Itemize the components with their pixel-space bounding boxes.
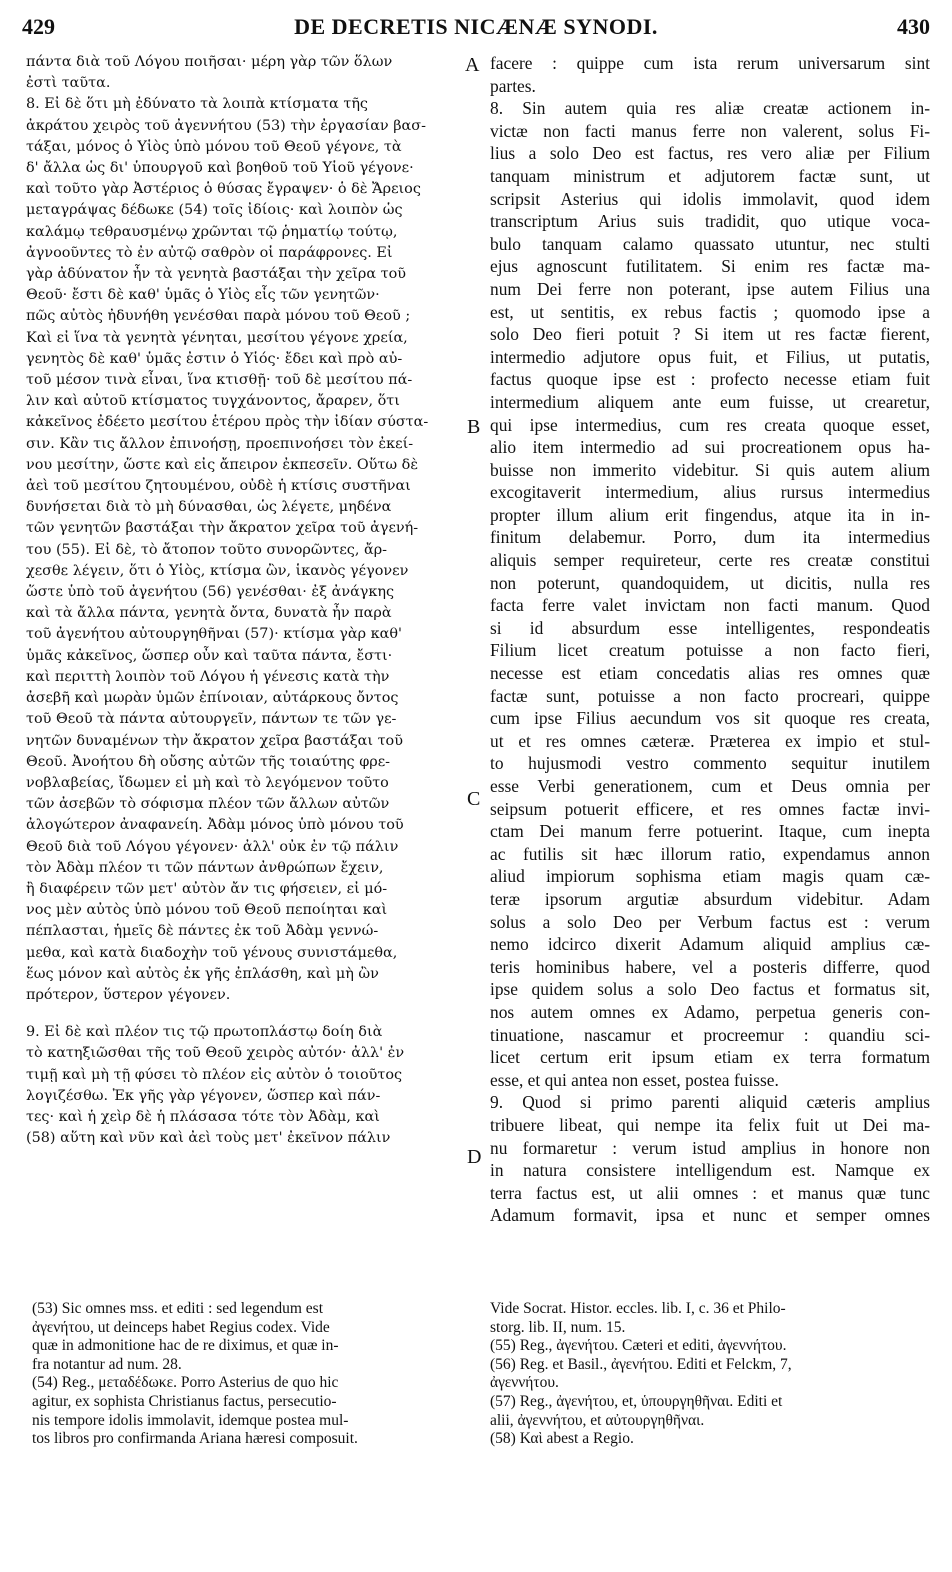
greek-text-line: 8. Εἰ δὲ ὅτι μὴ ἐδύνατο τὰ λοιπὰ κτίσματα τῆς bbox=[26, 96, 368, 113]
footnotes-left bbox=[32, 1300, 462, 1449]
footnote-line: nis tempore idolis immolavit, idemque postea mul- bbox=[32, 1411, 349, 1429]
greek-text-line: γὰρ ἀδύνατον ἦν τὰ γενητὰ βαστάξαι τὴν χεῖρα τοῦ bbox=[26, 266, 407, 283]
greek-text-line: καὶ τοῦτο γὰρ Ἀστέριος ὁ θύσας ἔγραψεν· ὁ δὲ Ἄρειος bbox=[26, 181, 421, 198]
latin-text-line: tanquam ministrum et adjutorem factæ sunt, ut bbox=[490, 165, 930, 186]
latin-text-line: facta ferre valet invictam non facti manum. Quod bbox=[490, 595, 930, 616]
latin-text-line: teræ ipsorum argutiæ absurdum videbitur. Adam bbox=[490, 888, 930, 909]
margin-marker-b: B bbox=[467, 416, 481, 438]
greek-text-line: ἀσεβῆ καὶ μωρὰν ὑμῶν ἐπίνοιαν, αὐτάρκους ὄντος bbox=[26, 690, 399, 707]
greek-text-line: τάξαι, μόνος ὁ Υἱὸς ὑπὸ μόνου τοῦ Θεοῦ γέγονε, τὰ bbox=[26, 138, 402, 155]
greek-text-line: Καὶ εἰ ἵνα τὰ γενητὰ γένηται, μεσίτου γέγονε χρεία, bbox=[26, 329, 408, 346]
page-title: DE DECRETIS NICÆNÆ SYNODI. bbox=[294, 14, 658, 39]
margin-marker-d: D bbox=[467, 1146, 482, 1168]
greek-text-line: κἀκεῖνος ἐδέετο μεσίτου ἑτέρου πρὸς τὴν ἰδίαν σύστα- bbox=[26, 414, 429, 431]
latin-text-line: scripsit Asterius qui idolis immolavit, quod idem bbox=[490, 188, 930, 209]
greek-text-line: πῶς αὐτὸς ἠδυνήθη γενέσθαι παρὰ μόνου τοῦ Θεοῦ ; bbox=[26, 308, 411, 325]
greek-text-line: ὑμᾶς κἀκεῖνος, ὥσπερ οὖν καὶ ταῦτα πάντα, ἔστι· bbox=[26, 647, 393, 664]
greek-text-line: νητῶν δυναμένων τὴν ἄκρατον χεῖρα βαστάξαι τοῦ bbox=[26, 732, 403, 749]
page-number-left: 429 bbox=[22, 14, 55, 39]
footnote-line: storg. lib. II, num. 15. bbox=[490, 1318, 626, 1336]
latin-text-line: 9. Quod si primo parenti aliquid cæteris amplius bbox=[490, 1092, 930, 1113]
greek-column bbox=[26, 52, 458, 1149]
latin-text-line: ejus agnoscunt futilitatem. Si enim res factæ ma- bbox=[490, 256, 930, 277]
latin-text-line: cum ipse Filius aecundum vos sit quoque res creata, bbox=[490, 708, 930, 729]
greek-text-line: νοβλαβείας, ἴδωμεν εἰ μὴ καὶ τὸ λεγόμενον τοῦτο bbox=[26, 774, 389, 791]
greek-text-line: δ' ἄλλα ὡς δι' ὑπουργοῦ καὶ βοηθοῦ τοῦ Υἱοῦ γέγονε· bbox=[26, 160, 414, 177]
running-header bbox=[22, 14, 930, 44]
greek-text-line: σιν. Κἂν τις ἄλλον ἐπινοήσῃ, προεπινοήσει τὸν ἐκεί- bbox=[26, 435, 414, 452]
greek-text-line: τὸ κατηξιῶσθαι τῆς τοῦ Θεοῦ χειρὸς αὐτόν· ἀλλ' ἐν bbox=[26, 1045, 405, 1062]
latin-text-line: lius a solo Deo est factus, res vero aliæ per Filium bbox=[490, 143, 930, 164]
footnote-line: fra notantur ad num. 28. bbox=[32, 1355, 182, 1373]
latin-text-line: 8. Sin autem quia res aliæ creatæ actionem in- bbox=[490, 98, 930, 119]
latin-text-line: aliud impiorum sophisma etiam magis quam cæ- bbox=[490, 866, 930, 887]
latin-text-line: solo Deo fieri potuit ? Si item ut res factæ fierent, bbox=[490, 324, 930, 345]
latin-text-line: bulo tanquam calamo quassato utuntur, nec stulti bbox=[490, 233, 930, 254]
greek-text-line: τιμῇ καὶ μὴ τῇ φύσει τὸ πλέον εἰς αὐτὸν ὁ τοιοῦτος bbox=[26, 1066, 403, 1083]
greek-text-line: νου μεσίτην, ὥστε καὶ εἰς ἄπειρον ἐκπεσεῖν. Οὕτω δὲ bbox=[26, 456, 419, 473]
greek-text-line: μεθα, καὶ κατὰ διαδοχὴν τοῦ γένους συνιστάμεθα, bbox=[26, 944, 398, 961]
latin-text-line: factus quoque ipse est : profecto necesse etiam fuit bbox=[490, 369, 930, 390]
greek-text-line: πάντα διὰ τοῦ Λόγου ποιῆσαι· μέρη γὰρ τῶν ὅλων bbox=[26, 54, 393, 70]
latin-text-line: Adamum formavit, ipsa et nunc et semper omnes bbox=[490, 1205, 930, 1226]
margin-marker-c: C bbox=[467, 788, 481, 810]
greek-text-line: ἢ διαφέρειν τῶν μετ' αὐτὸν ἄν τις φήσειεν, εἰ μό- bbox=[26, 880, 388, 897]
greek-text-line: 9. Εἰ δὲ καὶ πλέον τις τῷ πρωτοπλάστῳ δοίη διὰ bbox=[26, 1024, 383, 1041]
greek-text-line: Θεοῦ· ἔστι δὲ καθ' ὑμᾶς ὁ Υἱὸς εἷς τῶν γενητῶν· bbox=[26, 287, 380, 304]
greek-text-line: τες· καὶ ἡ χεὶρ δὲ ἡ πλάσασα τότε τὸν Ἀδὰμ, καὶ bbox=[26, 1108, 380, 1125]
latin-text-line: tinuatione, nascamur et procreemur : quandiu sci- bbox=[490, 1024, 930, 1045]
greek-text-line: καλάμῳ τεθραυσμένῳ χρῶνται τῷ ῥηματίῳ τούτῳ, bbox=[26, 223, 398, 240]
footnote-line: quæ in admonitione hac de re diximus, et quæ in- bbox=[32, 1337, 339, 1355]
latin-text-line: transcriptum Arius suis tradidit, quo utique voca- bbox=[490, 211, 930, 232]
latin-text-line: terra factus est, ut alii omnes : et manus quæ tunc bbox=[490, 1182, 930, 1203]
latin-text-line: excogitaverit intermedium, alius rursus intermedius bbox=[490, 482, 930, 503]
latin-text-line: necesse est etiam concedatis alias res omnes quæ bbox=[490, 663, 930, 684]
footnote-line: (54) Reg., μεταδέδωκε. Porro Asterius de quo hic bbox=[32, 1374, 339, 1392]
latin-text-line: ipse quidem solus a solo Deo factus et formatus sit, bbox=[490, 979, 930, 1000]
latin-text-line: nos autem omnes ex Adamo, perpetua generis con- bbox=[490, 1001, 930, 1022]
latin-text-line: in natura consistere intelligendum est. Namque ex bbox=[490, 1160, 930, 1181]
latin-text-line: facere : quippe cum ista rerum universarum sint bbox=[490, 53, 930, 73]
greek-text-line: τοῦ ἀγενήτου αὐτουργηθῆναι (57)· κτίσμα γὰρ καθ' bbox=[26, 626, 402, 643]
latin-text-line: finitum delabemur. Porro, dum ita intermedius bbox=[490, 527, 930, 548]
footnote-line: alii, ἀγεννήτου, et αὐτουργηθῆναι. bbox=[490, 1411, 705, 1429]
latin-text-line: licet certum erit ipsum etiam ex terra formatum bbox=[490, 1047, 930, 1068]
latin-text-line: qui ipse intermedius, cum res creata quoque esset, bbox=[490, 414, 930, 435]
greek-text-line: μεταγράψας δέδωκε (54) τοῖς ἰδίοις· καὶ λοιπὸν ὡς bbox=[26, 202, 403, 219]
greek-text-line: ἀλογώτερον ἀναφανείη. Ἀδὰμ μόνος ὑπὸ μόνου τοῦ bbox=[26, 817, 404, 834]
latin-text-line: alio item intermedio ad sui procreationem opus ha- bbox=[490, 437, 930, 458]
footnote-line: (55) Reg., ἀγενήτου. Cæteri et editi, ἀγεννήτου. bbox=[490, 1337, 787, 1355]
latin-text-line: nemo idcirco dixerit Adamum aliquid amplius cæ- bbox=[490, 934, 930, 955]
footnote-line: (56) Reg. et Basil., ἀγενήτου. Editi et Felckm, 7, bbox=[490, 1355, 792, 1373]
footnotes-right bbox=[490, 1300, 930, 1449]
latin-text-line: ctam Dei manum ferre potuerint. Itaque, cum inepta bbox=[490, 821, 930, 842]
footnote-line: agitur, ex sophista Christianus factus, persecutio- bbox=[32, 1392, 337, 1410]
latin-text-line: victæ non facti manus ferre non valerent, solus Fi- bbox=[490, 120, 930, 141]
greek-text-line: τοῦ Θεοῦ τὰ πάντα αὐτουργεῖν, πάντων τε τῶν γε- bbox=[26, 711, 397, 728]
margin-marker-a: A bbox=[465, 54, 480, 76]
footnote-line: Vide Socrat. Histor. eccles. lib. I, c. 36 et Philo- bbox=[490, 1300, 786, 1317]
latin-text-line: ac futilis sit hæc illorum ratio, expendamus annon bbox=[490, 843, 930, 864]
greek-text-line: ἀκράτου χειρὸς τοῦ ἀγεννήτου (53) τὴν ἐργασίαν βασ- bbox=[26, 117, 426, 134]
footnote-line: (57) Reg., ἀγενήτου, et, ὑπουργηθῆναι. Editi et bbox=[490, 1392, 783, 1410]
latin-text-line: seipsum potuerit efficere, et res omnes factæ invi- bbox=[490, 798, 930, 819]
greek-text-line: ἕως μόνον καὶ αὐτὸς ἐκ γῆς ἐπλάσθη, καὶ μὴ ὢν bbox=[26, 965, 379, 982]
latin-column bbox=[490, 52, 930, 1227]
latin-text-line: intermedium aliquem ante eum fuisse, ut crearetur, bbox=[490, 391, 930, 412]
greek-text-line: καὶ περιττὴ λοιπὸν τοῦ Λόγου ἡ γένεσις κατὰ τὴν bbox=[26, 668, 390, 685]
latin-text-line: propter illum alium erit fingendus, atque ita in in- bbox=[490, 504, 930, 525]
greek-text-line: λιν καὶ αὐτοῦ κτίσματος τυγχάνοντος, ἄραρεν, ὅτι bbox=[26, 393, 400, 410]
latin-text-line: aliquis semper requireteur, certe res creatæ constitui bbox=[490, 550, 930, 571]
footnote-line: (53) Sic omnes mss. et editi : sed legendum est bbox=[32, 1300, 324, 1317]
greek-text-line: πέπλασται, ἡμεῖς δὲ πάντες ἐκ τοῦ Ἀδὰμ γεννώ- bbox=[26, 923, 379, 940]
latin-text-line: Filium licet creatum potuisse a non facto fieri, bbox=[490, 640, 930, 661]
greek-text-line: Θεοῦ διὰ τοῦ Λόγου γέγονεν· ἀλλ' οὐκ ἐν τῷ πάλιν bbox=[26, 838, 399, 855]
latin-text-line: nu formaretur : verum istud amplius in honore non bbox=[490, 1137, 930, 1158]
greek-text-line: καὶ τὰ ἄλλα πάντα, γενητὰ ὄντα, δυνατὰ ἦν παρὰ bbox=[26, 605, 392, 622]
latin-text-line: buisse non immerito videbitur. Si quis autem alium bbox=[490, 459, 930, 480]
greek-text-line: ὥστε ὑπὸ τοῦ ἀγενήτου (56) γενέσθαι· ἐξ ἀνάγκης bbox=[26, 584, 395, 601]
greek-text-line: γενητὸς δὲ καθ' ὑμᾶς ἐστιν ὁ Υἱός· ἔδει καὶ πρὸ αὐ- bbox=[26, 350, 403, 367]
latin-text-line: ut et res omnes cæteræ. Præterea ex impio et stul- bbox=[490, 730, 930, 751]
greek-text-line: του (55). Εἰ δὲ, τὸ ἄτοπον τοῦτο συνορῶντες, ἄρ- bbox=[26, 541, 388, 558]
greek-text-line: Θεοῦ. Ἀνοήτου δὴ οὔσης αὐτῶν τῆς τοιαύτης φρε- bbox=[26, 753, 391, 770]
footnote-line: ἀγεννήτου. bbox=[490, 1374, 559, 1392]
greek-text-line: πρότερον, ὕστερον γέγονεν. bbox=[26, 986, 231, 1003]
latin-text-line: to hujusmodi vestro commento sequitur inutilem bbox=[490, 753, 930, 774]
footnote-line: tos libros pro confirmanda Ariana hæresi composuit. bbox=[32, 1430, 358, 1448]
greek-text-line: τῶν ἀσεβῶν τὸ σόφισμα πλέον τῶν ἄλλων αὐτῶν bbox=[26, 796, 390, 813]
footnote-line: (58) Καὶ abest a Regio. bbox=[490, 1430, 634, 1448]
latin-text-line: intermedio adjutore opus fuit, et Filius, ut putatis, bbox=[490, 346, 930, 367]
greek-text-line: χεσθε λέγειν, ὅτι ὁ Υἱὸς, κτίσμα ὢν, ἱκανὸς γέγονεν bbox=[26, 562, 409, 579]
greek-text-line: τοῦ μέσον τινὰ εἶναι, ἵνα κτισθῇ· τοῦ δὲ μεσίτου πά- bbox=[26, 372, 413, 389]
greek-text-line: λογιζέσθω. Ἐκ γῆς γὰρ γέγονεν, ὥσπερ καὶ πάν- bbox=[26, 1087, 381, 1104]
greek-text-line: ἐστὶ ταῦτα. bbox=[26, 75, 111, 92]
greek-text-line: δυνήσεται διὰ τὸ μὴ δύνασθαι, ὡς λέγετε, μηδένα bbox=[26, 499, 392, 516]
latin-text-line: partes. bbox=[490, 75, 536, 96]
latin-text-line: esse, et qui antea non esset, postea fuisse. bbox=[490, 1069, 779, 1090]
greek-text-line: ἀεὶ τοῦ μεσίτου ζητουμένου, οὐδὲ ἡ κτίσις συστῆναι bbox=[26, 478, 411, 495]
page-number-right: 430 bbox=[897, 14, 930, 39]
greek-text-line bbox=[26, 1006, 458, 1022]
latin-text-line: teris hominibus habere, vel a posteris differre, quod bbox=[490, 956, 930, 977]
latin-text-line: si id absurdum esse intelligentes, respondeatis bbox=[490, 617, 930, 638]
latin-text-line: non poterunt, quandoquidem, ut dicitis, nulla res bbox=[490, 572, 930, 593]
greek-text-line: ἀγνοοῦντες τὸ ἐν αὐτῷ σαθρὸν οἱ παράφρονες. Εἰ bbox=[26, 244, 393, 261]
latin-text-line: tribuere libeat, qui nempe ita felix fuit ut Dei ma- bbox=[490, 1114, 930, 1135]
footnote-line: ἀγενήτου, ut deinceps habet Regius codex. Vide bbox=[32, 1318, 330, 1336]
latin-text-line: esse Verbi generationem, cum et Deus omnia per bbox=[490, 776, 930, 796]
greek-text-line: νος μὲν αὐτὸς ὑπὸ μόνου τοῦ Θεοῦ πεποίηται καὶ bbox=[26, 902, 388, 919]
latin-text-line: solus a solo Deo per Verbum factus est : verum bbox=[490, 911, 930, 932]
greek-text-line: τῶν γενητῶν βαστάξαι τὴν ἄκρατον χεῖρα τοῦ ἀγενή- bbox=[26, 520, 419, 537]
latin-text-line: factæ sunt, potuisse a non facto procreari, quippe bbox=[490, 685, 930, 706]
greek-text-line: τὸν Ἀδὰμ πλέον τι τῶν πάντων ἀνθρώπων ἔχειν, bbox=[26, 859, 384, 876]
latin-text-line: num Dei ferre non poterant, ipse autem Filius una bbox=[490, 278, 930, 299]
latin-text-line: est, ut sentitis, ex rebus factis ; quomodo ipse a bbox=[490, 301, 930, 322]
greek-text-line: (58) αὕτη καὶ νῦν καὶ ἀεὶ τοὺς μετ' ἐκεῖνον πάλιν bbox=[26, 1130, 391, 1147]
